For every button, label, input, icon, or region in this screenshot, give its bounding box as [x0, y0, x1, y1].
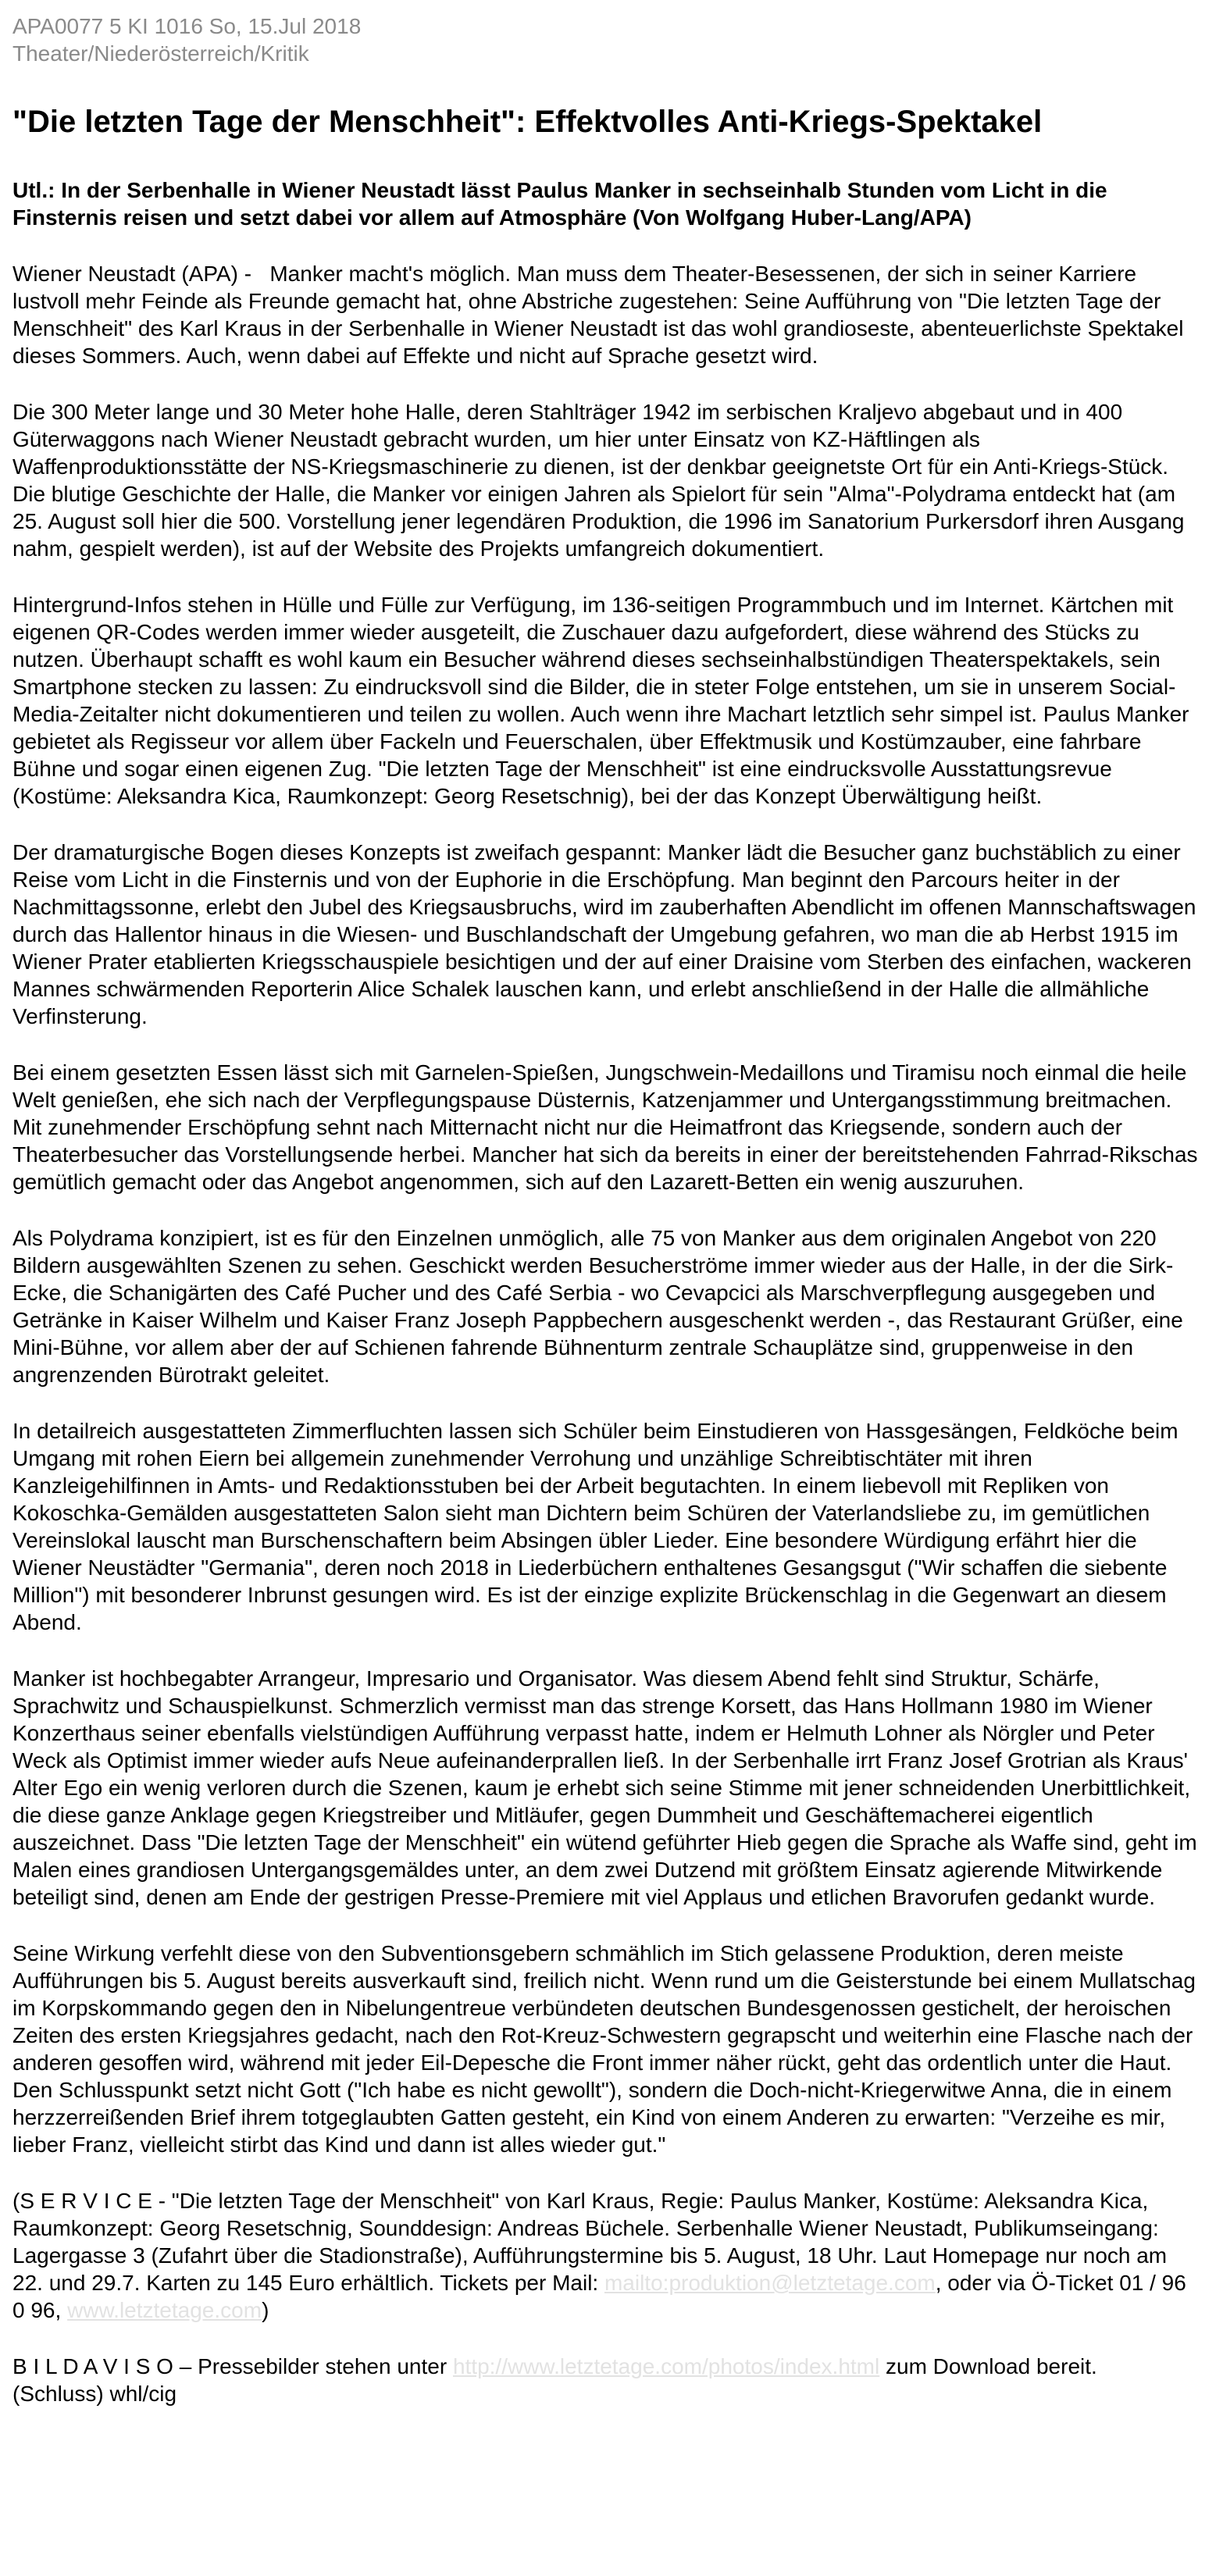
body-paragraph-3: Hintergrund-Infos stehen in Hülle und Fülle zur Verfügung, im 136-seitigen Programmbuch und im Internet. Kärtchen mit eigenen QR-Codes werden immer wieder ausgeteilt, die Zuschauer dazu aufgefordert, diese während des Stücks zu nutzen. Überhaupt schafft es wohl kaum ein Besucher während dieses sechseinhalbstündigen Theaterspektakels, sein Smartphone stecken zu lassen: Zu eindrucksvoll sind die Bilder, die in steter Folge entstehen, um sie in unserem Social-Media-Zeitalter nicht dokumentieren und teilen zu wollen. Auch wenn ihre Machart letztlich sehr simpel ist. Paulus Manker gebietet als Regisseur vor allem über Fackeln und Feuerschalen, über Effektmusik und Kostümzauber, eine fahrbare Bühne und sogar einen eigenen Zug. "Die letzten Tage der Menschheit" ist eine eindrucksvolle Ausstattungsrevue (Kostüme: Aleksandra Kica, Raumkonzept: Georg Resetschnig), bei der das Konzept Überwältigung heißt. [12, 593, 1189, 808]
meta-categories: Theater/Niederösterreich/Kritik [12, 41, 309, 66]
body-paragraph-8: Manker ist hochbegabter Arrangeur, Impresario und Organisator. Was diesem Abend fehlt sind Struktur, Schärfe, Sprachwitz und Schauspielkunst. Schmerzlich vermisst man das strenge Korsett, das Hans Hollmann 1980 im Wiener Konzerthaus seiner ebenfalls vielstündigen Aufführung verpasst hatte, indem er Helmuth Lohner als Nörgler und Peter Weck als Optimist immer wieder aufs Neue aufeinanderprallen ließ. In der Serbenhalle irrt Franz Josef Grotrian als Kraus' Alter Ego ein wenig verloren durch die Szenen, kaum je erhebt sich seine Stimme mit jener schneidenden Unerbittlichkeit, die diese ganze Anklage gegen Kriegstreiber und Mitläufer, gegen Dummheit und Geschäftemacherei eigentlich auszeichnet. Dass "Die letzten Tage der Menschheit" ein wütend geführter Hieb gegen die Sprache als Waffe sind, geht im Malen eines grandiosen Untergangsgemäldes unter, an dem zwei Dutzend mit größtem Einsatz agierende Mitwirkende beteiligt sind, denen am Ende der gestrigen Presse-Premiere mit viel Applaus und etlichen Bravorufen gedankt wurde. [12, 1666, 1197, 1909]
body-paragraph-5: Bei einem gesetzten Essen lässt sich mit Garnelen-Spießen, Jungschwein-Medaillons und Tiramisu noch einmal die heile Welt genießen, ehe sich nach der Verpflegungspause Düsternis, Katzenjammer und Untergangsstimmung breitmachen. Mit zunehmender Erschöpfung sehnt nach Mitternacht nicht nur die Heimatfront das Kriegsende, sondern auch der Theaterbesucher das Vorstellungsende herbei. Mancher hat sich da bereits in einer der bereitstehenden Fahrrad-Rikschas gemütlich gemacht oder das Angebot angenommen, sich auf den Lazarett-Betten ein wenig auszuruhen. [12, 1060, 1198, 1194]
meta-id-date: APA0077 5 KI 1016 So, 15.Jul 2018 [12, 14, 362, 38]
body-paragraph-4: Der dramaturgische Bogen dieses Konzepts ist zweifach gespannt: Manker lädt die Besucher ganz buchstäblich zu einer Reise vom Licht in die Finsternis und von der Euphorie in die Erschöpfung. Man beginnt den Parcours heiter in der Nachmittagssonne, erlebt den Jubel des Kriegsausbruchs, wird im zauberhaften Abendlicht im offenen Mannschaftswagen durch das Hallentor hinaus in die Wiesen- und Buschlandschaft der Umgebung gefahren, wo man die ab Herbst 1915 im Wiener Prater etablierten Kriegsschauspiele besichtigen und der auf einer Draisine vom Sterben des einfachen, wackeren Mannes schwärmenden Reporterin Alice Schalek lauschen kann, und erlebt anschließend in der Halle die allmähliche Verfinsterung. [12, 840, 1196, 1028]
photos-link[interactable]: http://www.letztetage.com/photos/index.html [452, 2354, 880, 2378]
article-headline: "Die letzten Tage der Menschheit": Effektvolles Anti-Kriegs-Spektakel [12, 105, 1043, 139]
body-paragraph-7: In detailreich ausgestatteten Zimmerfluchten lassen sich Schüler beim Einstudieren von Hassgesängen, Feldköche beim Umgang mit rohen Eiern bei allgemein zunehmender Verrohung und unzählige Schreibtischtäter mit ihren Kanzleigehilfinnen in Amts- und Redaktionsstuben bei der Arbeit begutachten. In einem liebevoll mit Repliken von Kokoschka-Gemälden ausgestatteten Salon sieht man Dichtern beim Schüren der Vaterlandsliebe zu, im gemütlichen Vereinslokal lauscht man Burschenschaftern beim Absingen übler Lieder. Eine besondere Würdigung erfährt hier die Wiener Neustädter "Germania", deren noch 2018 in Liederbüchern enthaltenes Gesangsgut ("Wir schaffen die siebente Million") mit besonderer Inbrunst gesungen wird. Es ist der einzige explizite Brückenschlag in die Gegenwart an diesem Abend. [12, 1419, 1178, 1634]
body-paragraph-6: Als Polydrama konzipiert, ist es für den Einzelnen unmöglich, alle 75 von Manker aus dem originalen Angebot von 220 Bildern ausgewählten Szenen zu sehen. Geschickt werden Besucherströme immer wieder aus der Halle, in der die Sirk-Ecke, die Schanigärten des Café Pucher und des Café Serbia - wo Cevapcici als Marschverpflegung ausgegeben und Getränke in Kaiser Wilhelm und Kaiser Franz Joseph Pappbechern ausgeschenkt werden -, das Restaurant Grüßer, eine Mini-Bühne, vor allem aber der auf Schienen fahrende Bühnenturm zentrale Schauplätze sind, gruppenweise in den angrenzenden Bürotrakt geleitet. [12, 1226, 1183, 1387]
body-paragraph-1: Wiener Neustadt (APA) - Manker macht's möglich. Man muss dem Theater-Besessenen, der sich in seiner Karriere lustvoll mehr Feinde als Freunde gemacht hat, ohne Abstriche zugestehen: Seine Aufführung von "Die letzten Tage der Menschheit" des Karl Kraus in der Serbenhalle in Wiener Neustadt ist das wohl grandioseste, abenteuerlichste Spektakel dieses Sommers. Auch, wenn dabei auf Effekte und nicht auf Sprache gesetzt wird. [12, 262, 1184, 368]
article-subtitle: Utl.: In der Serbenhalle in Wiener Neustadt lässt Paulus Manker in sechseinhalb Stunden vom Licht in die Finsternis reisen und setzt dabei vor allem auf Atmosphäre (Von Wolfgang Huber-Lang/APA) [12, 178, 1107, 230]
body-paragraph-2: Die 300 Meter lange und 30 Meter hohe Halle, deren Stahlträger 1942 im serbischen Kraljevo abgebaut und in 400 Güterwaggons nach Wiener Neustadt gebracht wurden, um hier unter Einsatz von KZ-Häftlingen als Waffenproduktionsstätte der NS-Kriegsmaschinerie zu dienen, ist der denkbar geeignetste Ort für ein Anti-Kriegs-Stück. Die blutige Geschichte der Halle, die Manker vor einigen Jahren als Spielort für sein "Alma"-Polydrama entdeckt hat (am 25. August soll hier die 500. Vorstellung jener legendären Produktion, die 1996 im Sanatorium Purkersdorf ihren Ausgang nahm, gespielt werden), ist auf der Website des Projekts umfangreich dokumentiert. [12, 400, 1185, 561]
email-link[interactable]: mailto:produktion@letztetage.com [604, 2271, 936, 2295]
body-paragraph-9: Seine Wirkung verfehlt diese von den Subventionsgebern schmählich im Stich gelassene Produktion, deren meiste Aufführungen bis 5. August bereits ausverkauft sind, freilich nicht. Wenn rund um die Geisterstunde bei einem Mullatschag im Korpskommando gegen den in Nibelungentreue verbündeten deutschen Bundesgenossen gestichelt, der heroischen Zeiten des ersten Kriegsjahres gedacht, nach den Rot-Kreuz-Schwestern gegrapscht und weiterhin eine Flasche nach der anderen gesoffen wird, während mit jeder Eil-Depesche die Front immer näher rückt, geht das ordentlich unter die Haut. Den Schlusspunkt setzt nicht Gott ("Ich habe es nicht gewollt"), sondern die Doch-nicht-Kriegerwitwe Anna, die in einem herzzerreißenden Brief ihrem totgeglaubten Gatten gesteht, ein Kind von einem Anderen zu erwarten: "Verzeihe es mir, lieber Franz, vielleicht stirbt das Kind und dann ist alles wieder gut." [12, 1941, 1196, 2157]
website-link[interactable]: www.letztetage.com [67, 2298, 262, 2322]
service-paragraph: (S E R V I C E - "Die letzten Tage der Menschheit" von Karl Kraus, Regie: Paulus Manker, Kostüme: Aleksandra Kica, Raumkonzept: Georg Resetschnig, Sounddesign: Andreas Büchele. Serbenhalle Wiener Neustadt, Publikumseingang: Lagergasse 3 (Zufahrt über die Stadionstraße), Aufführungstermine bis 5. August, 18 Uhr. Laut Homepage nur noch am 22. und 29.7. Karten zu 145 Euro erhältlich. Tickets per Mail: mailto:produktion@letztetage.com, oder via Ö-Ticket 01 / 96 0 96, www.letztetage.com) [12, 2189, 1186, 2322]
closing-line: (Schluss) whl/cig [12, 2382, 177, 2406]
bildaviso-paragraph: B I L D A V I S O – Pressebilder stehen unter http://www.letztetage.com/photos/index.html zum Download bereit. [12, 2354, 1097, 2378]
article-meta [12, 12, 1203, 67]
